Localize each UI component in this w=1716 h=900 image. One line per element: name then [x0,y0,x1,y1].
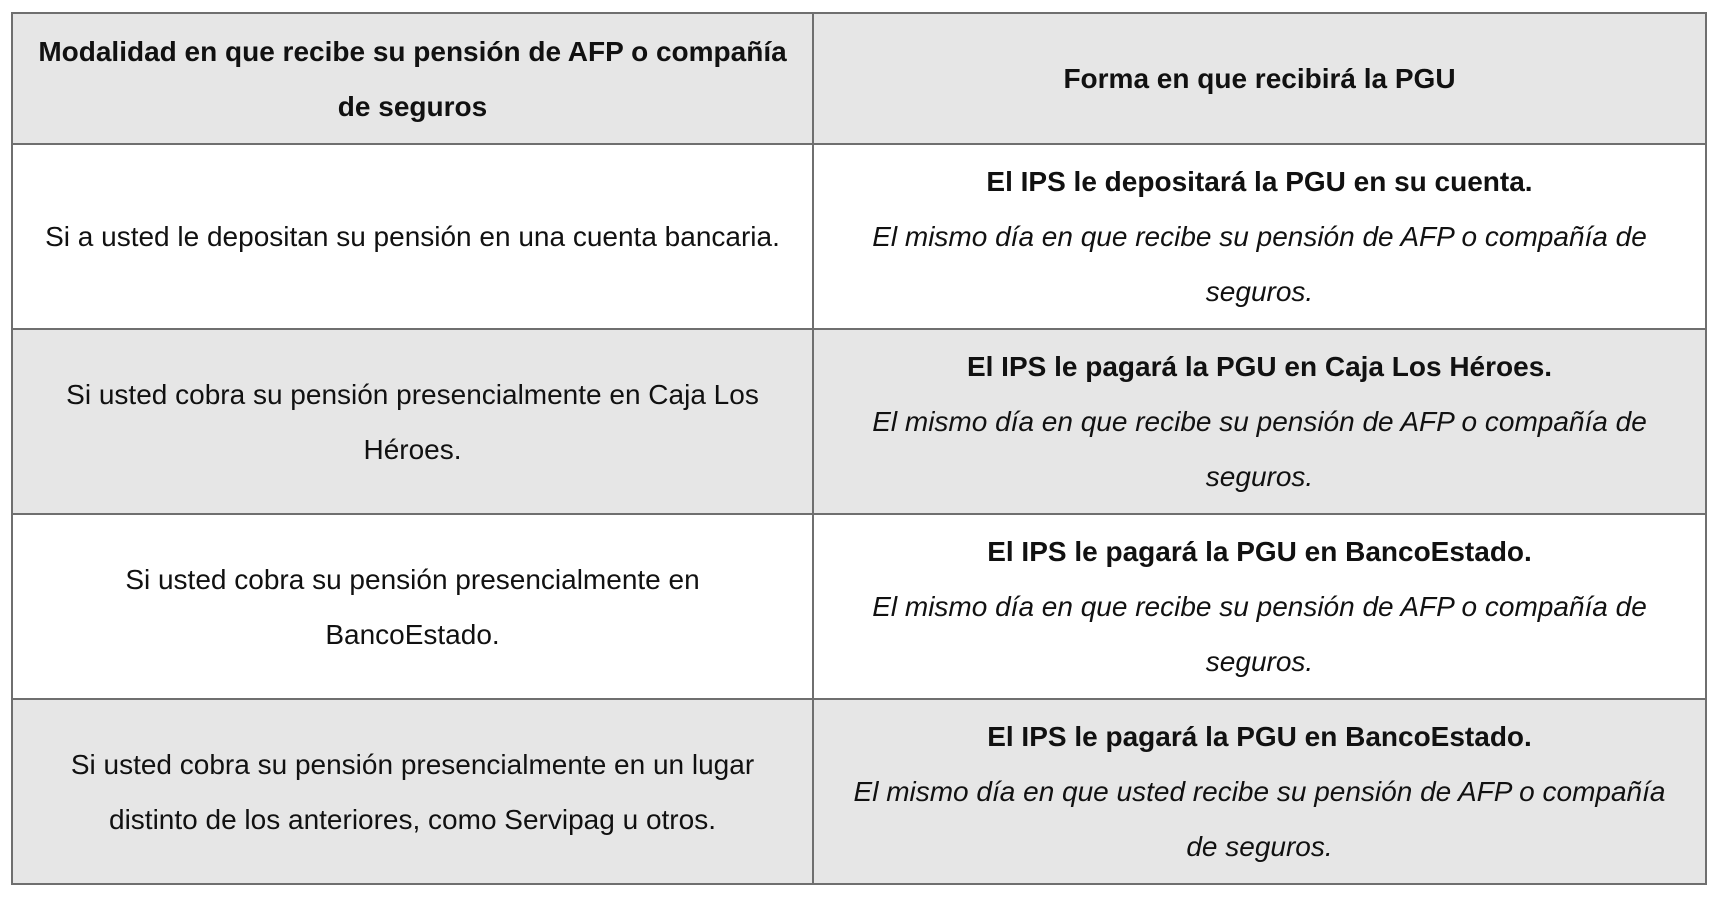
table-row [12,144,1706,329]
modality-cell: Si usted cobra su pensión presencialmente en un lugar distinto de los anteriores, como Servipag u otros. [12,699,813,884]
modality-cell: Si usted cobra su pensión presencialmente en Caja Los Héroes. [12,329,813,514]
payment-form-cell [813,144,1706,329]
modality-cell: Si a usted le depositan su pensión en una cuenta bancaria. [12,144,813,329]
table-row [12,329,1706,514]
pgu-payment-table [11,12,1707,885]
payment-form-detail: El mismo día en que usted recibe su pensión de AFP o compañía de seguros. [853,776,1666,862]
payment-form-detail: El mismo día en que recibe su pensión de AFP o compañía de seguros. [872,406,1647,492]
header-payment-form: Forma en que recibirá la PGU [813,13,1706,144]
table-row [12,514,1706,699]
payment-form-title: El IPS le pagará la PGU en Caja Los Héroes. [966,351,1553,382]
modality-cell: Si usted cobra su pensión presencialmente en BancoEstado. [12,514,813,699]
table-row [12,699,1706,884]
payment-form-cell [813,329,1706,514]
table-header-row [12,13,1706,144]
payment-form-title: El IPS le depositará la PGU en su cuenta. [986,166,1533,197]
payment-form-cell [813,514,1706,699]
payment-form-title: El IPS le pagará la PGU en BancoEstado. [987,721,1532,752]
payment-form-detail: El mismo día en que recibe su pensión de AFP o compañía de seguros. [872,591,1647,677]
payment-form-cell [813,699,1706,884]
header-modality: Modalidad en que recibe su pensión de AFP o compañía de seguros [12,13,813,144]
payment-form-detail: El mismo día en que recibe su pensión de AFP o compañía de seguros. [872,221,1647,307]
payment-form-title: El IPS le pagará la PGU en BancoEstado. [987,536,1532,567]
